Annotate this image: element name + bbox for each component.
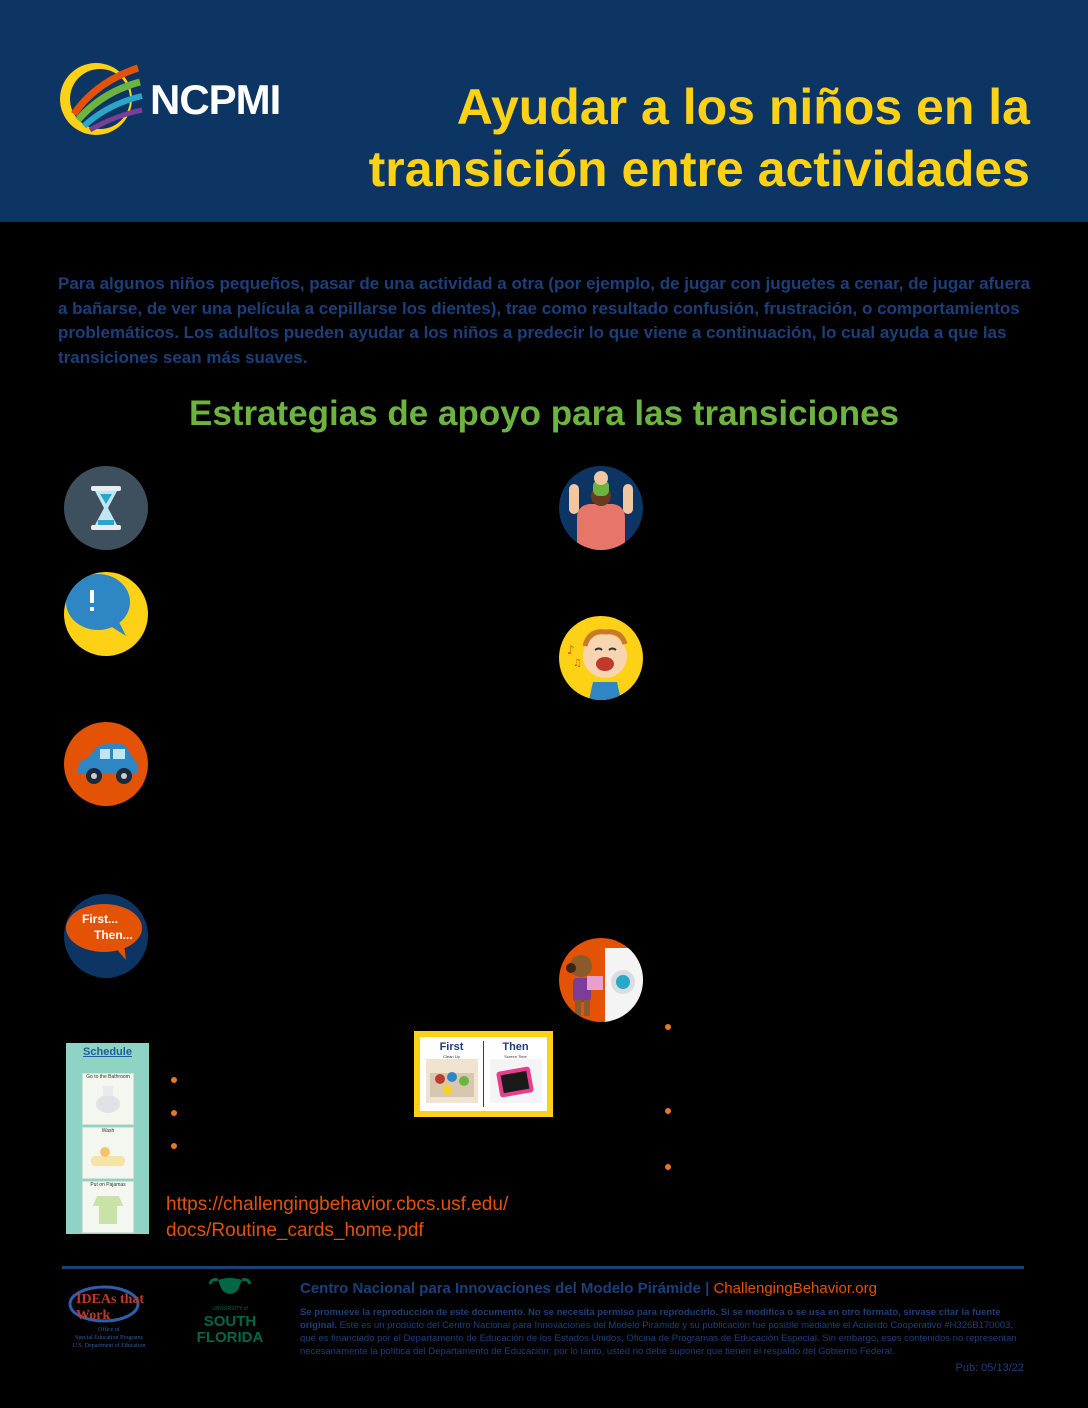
toys-image (426, 1059, 478, 1103)
ideas-that-work-logo (62, 1280, 156, 1356)
strategies-heading: Estrategias de apoyo para las transiciones (188, 394, 899, 433)
schedule-card-wash (82, 1127, 134, 1179)
center-name-line (300, 1280, 877, 1297)
disclaimer-text (300, 1306, 1024, 1358)
tablet-image (490, 1059, 542, 1103)
url-line-2[interactable]: docs/Routine_cards_home.pdf (166, 1220, 424, 1241)
challenging-behavior-link[interactable]: ChallengingBehavior.org (713, 1280, 877, 1297)
bullet-icon (665, 1108, 671, 1114)
then-column (484, 1037, 547, 1111)
publication-date: Pub: 05/13/22 (955, 1362, 1024, 1374)
schedule-card-label: Go to the Bathroom (86, 1074, 130, 1080)
url-line-1[interactable]: https://challengingbehavior.cbcs.usf.edu/ (166, 1194, 509, 1215)
speech-bubble-icon (64, 572, 148, 656)
car-icon (64, 722, 148, 806)
usf-logo (190, 1276, 270, 1356)
schedule-card-pajamas (82, 1181, 134, 1233)
then-caption: Screen Time (504, 1054, 527, 1059)
bullet-icon (171, 1110, 177, 1116)
page-title (270, 76, 1030, 200)
first-card-label: First (439, 1041, 464, 1053)
footer-divider (62, 1266, 1024, 1269)
routine-cards-link[interactable] (166, 1192, 508, 1244)
bullet-icon (665, 1164, 671, 1170)
schedule-image (66, 1043, 149, 1234)
bath-icon (83, 1134, 133, 1174)
child-on-shoulders-icon (559, 466, 643, 550)
first-column (420, 1037, 483, 1111)
center-name: Centro Nacional para Innovaciones del Modelo Pirámide | (300, 1280, 710, 1297)
usf-florida: FLORIDA (196, 1329, 264, 1346)
bullet-icon (665, 1024, 671, 1030)
schedule-card-bathroom (82, 1073, 134, 1125)
ideas-sub-line: Special Education Programs (75, 1335, 143, 1341)
pajamas-icon (83, 1188, 133, 1228)
usf-university-text: UNIVERSITY of (212, 1306, 248, 1312)
first-label: First... (82, 912, 119, 926)
first-then-card (414, 1031, 553, 1117)
bull-icon (190, 1276, 270, 1306)
first-caption: Clean Up (443, 1054, 460, 1059)
ideas-sub-line: U.S. Department of Education (72, 1343, 146, 1349)
title-line-2: transición entre actividades (368, 141, 1030, 197)
then-label: Then... (94, 928, 133, 942)
header-banner (0, 0, 1088, 222)
schedule-card-label: Wash (101, 1128, 115, 1134)
disclaimer-rest: Este es un producto del Centro Nacional para Innovaciones del Modelo Pirámide y su publicación fue posible mediante el Acuerdo Cooperativo #H326B170003, que es financiado por el Departamento de Educación de los Estados Unidos, Oficina de Programas de Educación Especial. Sin embargo, esos contenidos no representan necesariamente la política del Departamento de Educación; por lo tanto, usted no debe suponer que tienen el respaldo del Gobierno Federal. (300, 1320, 1017, 1357)
first-then-card-inner (420, 1037, 547, 1111)
ideas-logo-text: IDEAs that Work (76, 1292, 145, 1323)
then-card-label: Then (502, 1041, 529, 1053)
singing-child-icon (559, 616, 643, 700)
title-line-1: Ayudar a los niños en la (456, 79, 1030, 135)
disclaimer-bold: Se promueve la reproducción de este documento. No se necesita permiso para reproducirlo. Si se modifica o se usa en otro formato, sírvase citar la fuente original. (300, 1307, 1001, 1331)
bullet-icon (171, 1143, 177, 1149)
bullet-icon (171, 1077, 177, 1083)
usf-south: SOUTH (203, 1313, 257, 1330)
child-dressing-icon (559, 938, 643, 1022)
svg-text:♫: ♫ (573, 658, 582, 669)
hourglass-icon (64, 466, 148, 550)
ideas-office-text (62, 1326, 156, 1350)
ncpmi-wordmark: NCPMI (150, 76, 281, 123)
first-then-icon (64, 894, 148, 978)
schedule-card-label: Put on Pajamas (90, 1182, 126, 1188)
ideas-sub-line: Office of (98, 1327, 120, 1333)
toilet-icon (83, 1080, 133, 1120)
usf-name (190, 1314, 270, 1346)
schedule-title: Schedule (83, 1046, 132, 1058)
intro-paragraph: Para algunos niños pequeños, pasar de una actividad a otra (por ejemplo, de jugar con juguetes a cenar, de jugar afuera a bañarse, de ver una película a cepillarse los dientes), trae como resultado confusión, frustración, o comportamientos problemáticos. Los adultos pueden ayudar a los niños a predecir lo que viene a continuación, lo cual ayuda a que las transiciones sean más suaves. (58, 274, 1031, 367)
svg-text:♪: ♪ (567, 643, 575, 657)
